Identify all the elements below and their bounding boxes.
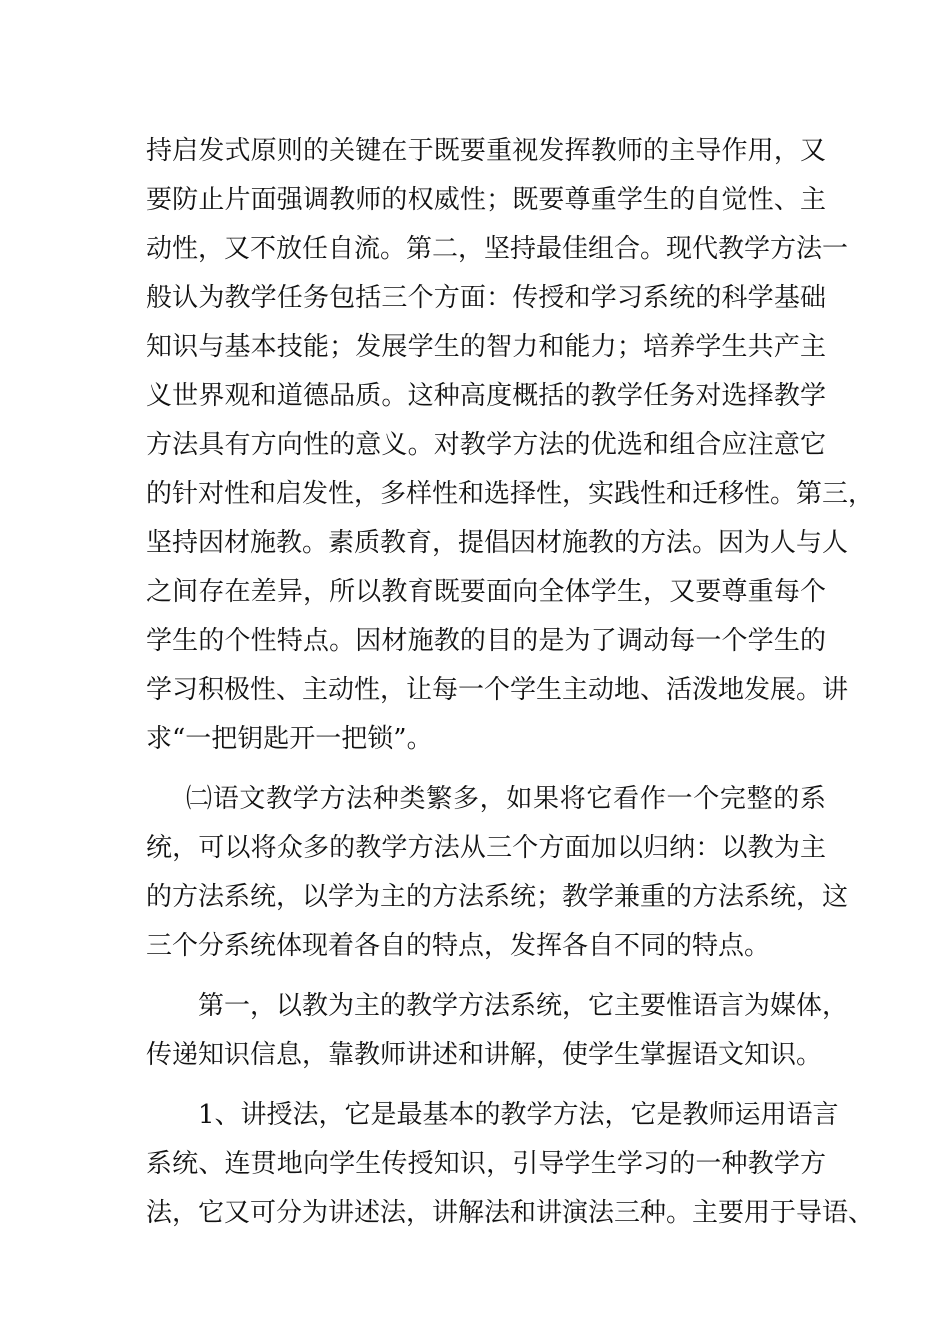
text-line-7: 方法具有方向性的意义。对教学方法的优选和组合应注意它 bbox=[146, 430, 826, 460]
text-line-9: 坚持因材施教。素质教育，提倡因材施教的方法。因为人与人 bbox=[146, 528, 849, 558]
text-line-14: ㈡语文教学方法种类繁多，如果将它看作一个完整的系 bbox=[186, 784, 826, 814]
text-line-13: 求“一把钥匙开一把锁”。 bbox=[146, 724, 433, 754]
text-line-19: 传递知识信息，靠教师讲述和讲解，使学生掌握语文知识。 bbox=[146, 1040, 823, 1070]
text-line-2: 要防止片面强调教师的权威性；既要尊重学生的自觉性、主 bbox=[146, 185, 826, 215]
text-line-16: 的方法系统，以学为主的方法系统；教学兼重的方法系统，这 bbox=[146, 882, 849, 912]
text-line-18: 第一，以教为主的教学方法系统，它主要惟语言为媒体， bbox=[198, 991, 849, 1021]
text-line-11: 学生的个性特点。因材施教的目的是为了调动每一个学生的 bbox=[146, 626, 826, 656]
text-line-21: 系统、连贯地向学生传授知识，引导学生学习的一种教学方 bbox=[146, 1149, 826, 1179]
text-line-5: 知识与基本技能；发展学生的智力和能力；培养学生共产主 bbox=[146, 332, 826, 362]
text-line-20: 1、讲授法，它是最基本的教学方法，它是教师运用语言 bbox=[198, 1100, 839, 1130]
body-text bbox=[146, 127, 875, 1238]
text-line-3: 动性，又不放任自流。第二，坚持最佳组合。现代教学方法一 bbox=[146, 234, 849, 264]
text-line-4: 般认为教学任务包括三个方面：传授和学习系统的科学基础 bbox=[146, 283, 826, 313]
text-line-6: 义世界观和道德品质。这种高度概括的教学任务对选择教学 bbox=[146, 381, 826, 411]
text-line-8: 的针对性和启发性，多样性和选择性，实践性和迁移性。第三， bbox=[146, 479, 875, 509]
text-line-1: 持启发式原则的关键在于既要重视发挥教师的主导作用，又 bbox=[146, 136, 826, 166]
text-line-15: 统，可以将众多的教学方法从三个方面加以归纳：以教为主 bbox=[146, 833, 826, 863]
text-line-10: 之间存在差异，所以教育既要面向全体学生，又要尊重每个 bbox=[146, 577, 826, 607]
text-line-22: 法，它又可分为讲述法，讲解法和讲演法三种。主要用于导语、 bbox=[146, 1198, 875, 1228]
text-line-12: 学习积极性、主动性，让每一个学生主动地、活泼地发展。讲 bbox=[146, 675, 849, 705]
text-line-17: 三个分系统体现着各自的特点，发挥各自不同的特点。 bbox=[146, 931, 771, 961]
